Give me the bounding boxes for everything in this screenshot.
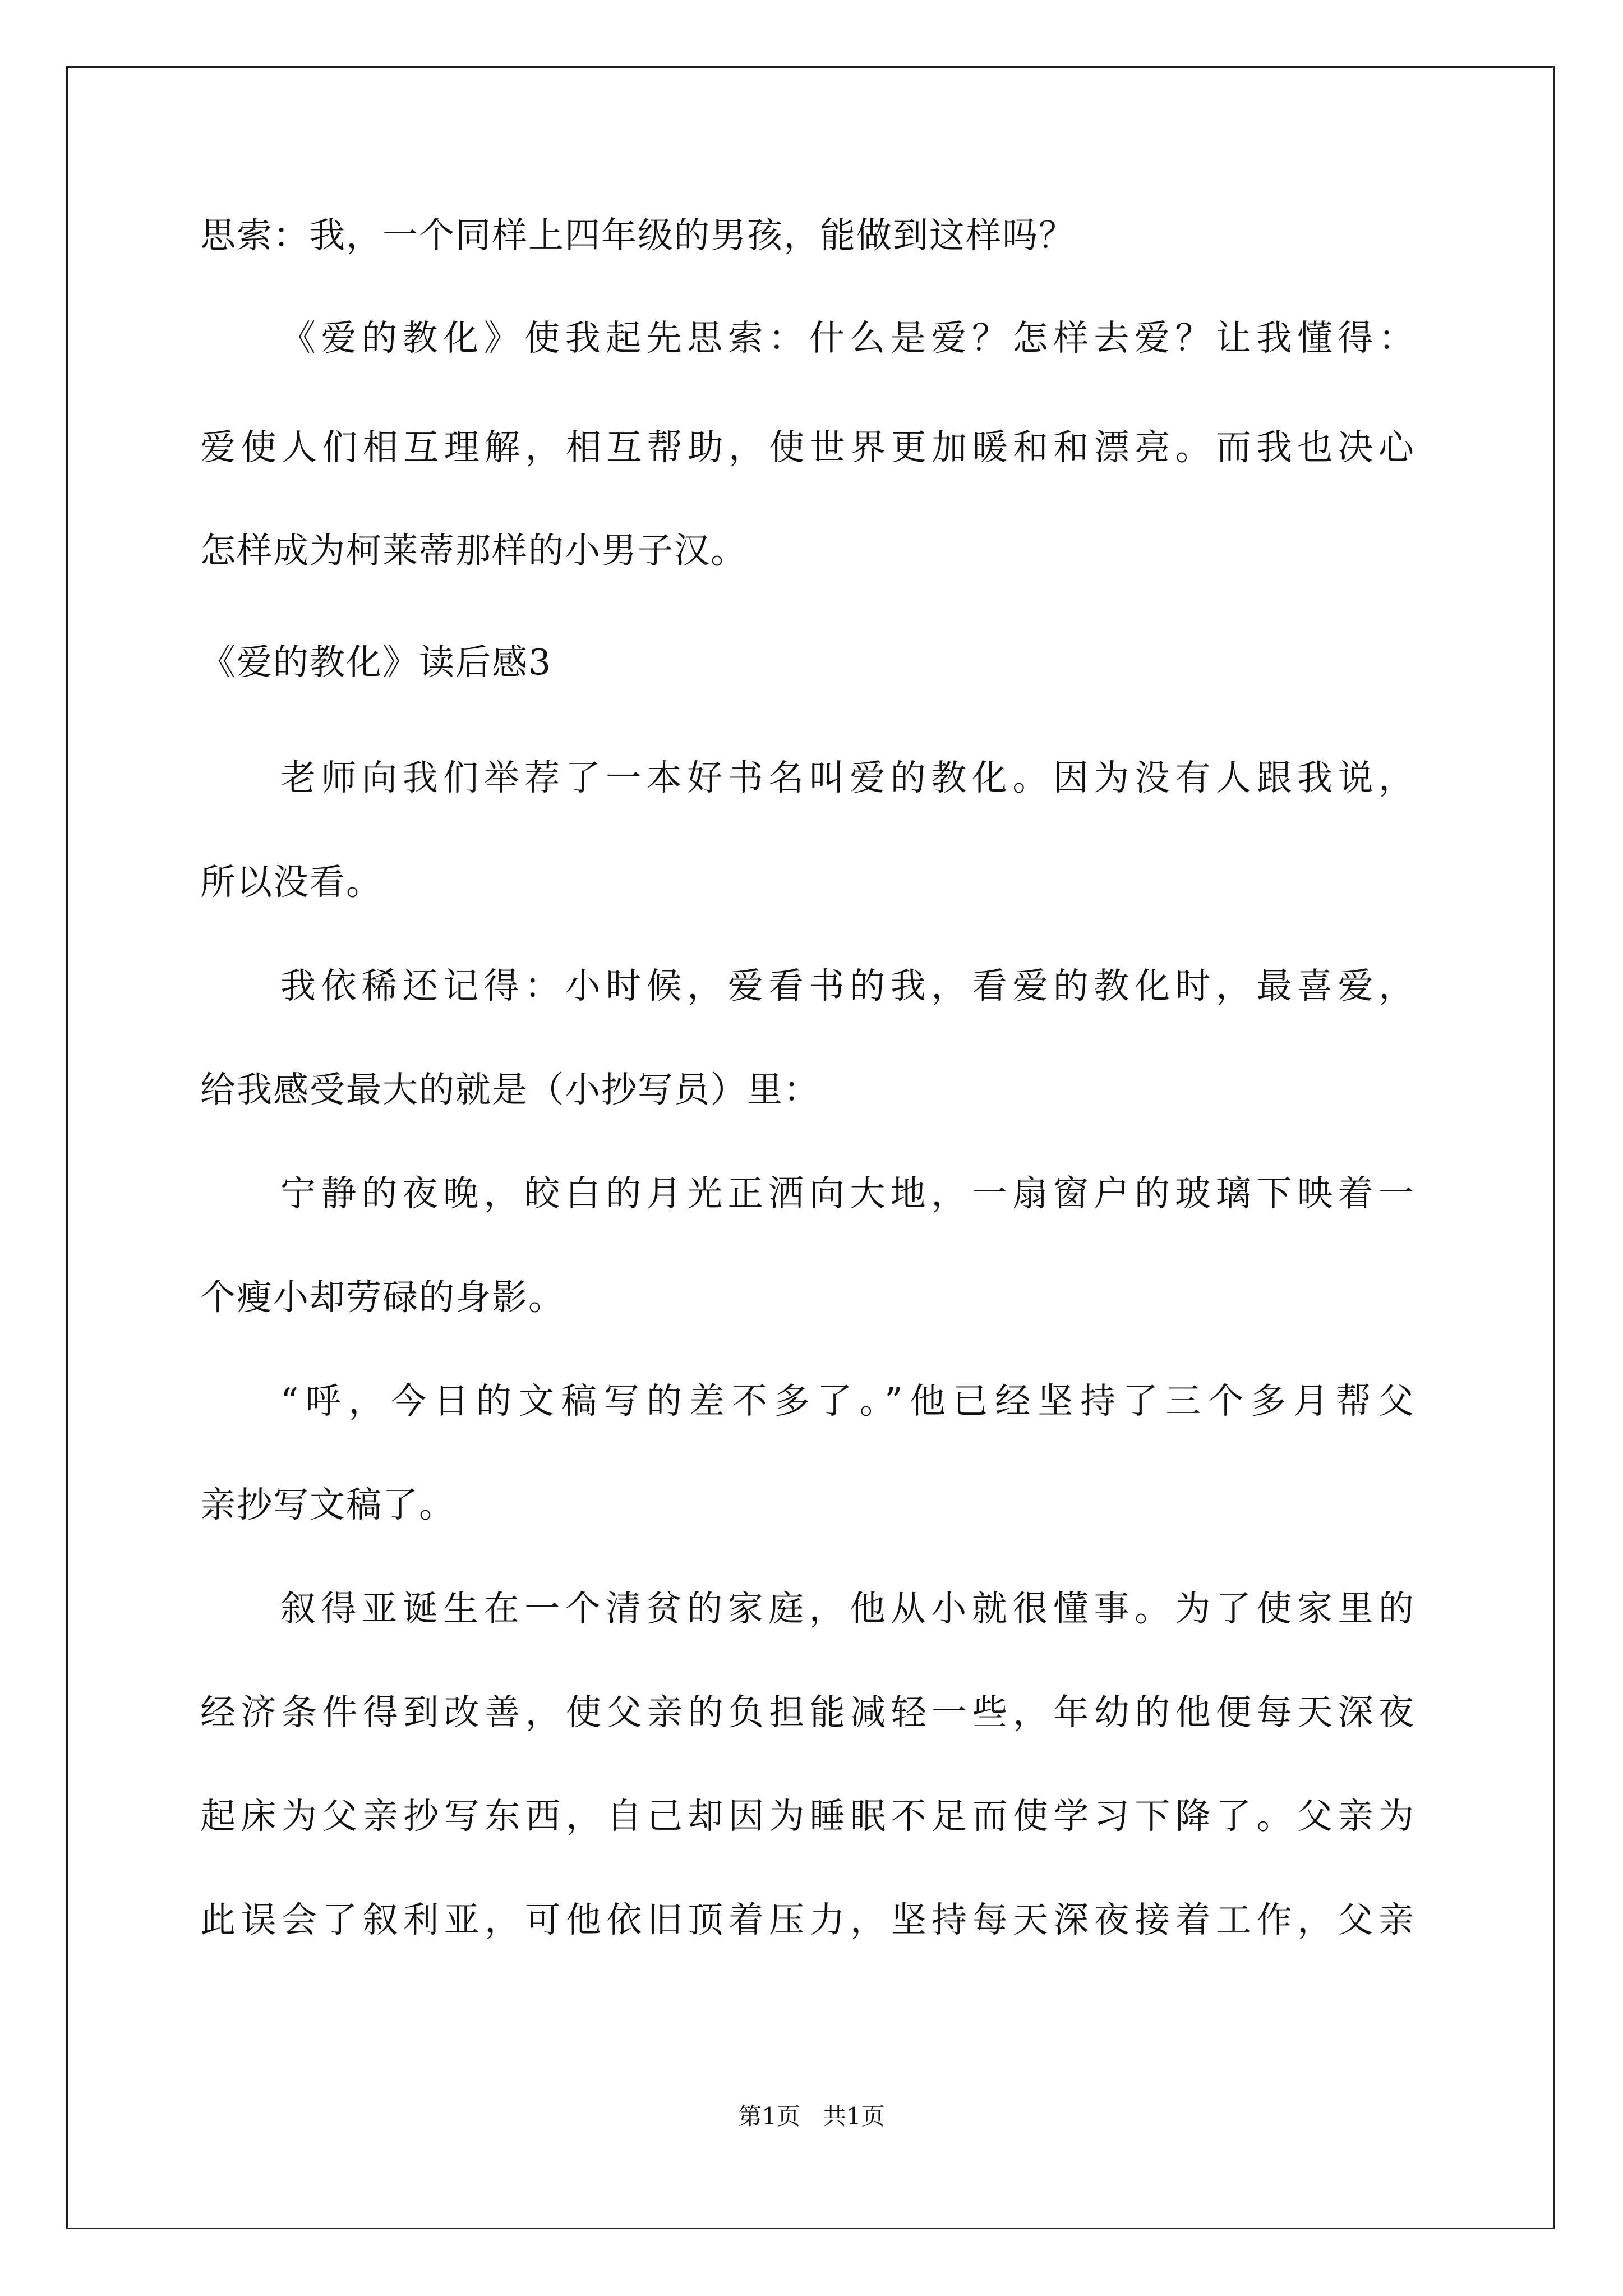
text-line: 起床为父亲抄写东西，自己却因为睡眠不足而使学习下降了。父亲为 xyxy=(200,1796,1415,1837)
paragraph-first-line: “呼，今日的文稿写的差不多了。”他已经坚持了三个多月帮父 xyxy=(280,1381,1415,1421)
paragraph-first-line: 老师向我们举荐了一本好书名叫爱的教化。因为没有人跟我说， xyxy=(280,757,1415,798)
text-line: 给我感受最大的就是（小抄写员）里： xyxy=(200,1069,820,1110)
section-heading: 《爱的教化》读后感3 xyxy=(200,642,552,683)
text-line: 个瘦小却劳碌的身影。 xyxy=(200,1277,565,1318)
text-line: 思索：我，一个同样上四年级的男孩，能做到这样吗？ xyxy=(200,215,1075,256)
text-line: 经济条件得到改善，使父亲的负担能减轻一些，年幼的他便每天深夜 xyxy=(200,1692,1415,1733)
text-line: 亲抄写文稿了。 xyxy=(200,1484,455,1525)
text-line: 所以没看。 xyxy=(200,862,382,903)
text-line: 怎样成为柯莱蒂那样的小男子汉。 xyxy=(200,530,747,571)
paragraph-first-line: 宁静的夜晚，皎白的月光正洒向大地，一扇窗户的玻璃下映着一 xyxy=(280,1173,1415,1214)
paragraph-first-line: 《爱的教化》使我起先思索：什么是爱？怎样去爱？让我懂得： xyxy=(280,318,1415,358)
text-line: 此误会了叙利亚，可他依旧顶着压力，坚持每天深夜接着工作，父亲 xyxy=(200,1899,1415,1940)
paragraph-first-line: 叙得亚诞生在一个清贫的家庭，他从小就很懂事。为了使家里的 xyxy=(280,1588,1415,1629)
page-footer: 第1页 共1页 xyxy=(738,2102,885,2130)
paragraph-first-line: 我依稀还记得：小时候，爱看书的我，看爱的教化时，最喜爱， xyxy=(280,965,1415,1006)
text-line: 爱使人们相互理解，相互帮助，使世界更加暖和和漂亮。而我也决心 xyxy=(200,427,1415,468)
